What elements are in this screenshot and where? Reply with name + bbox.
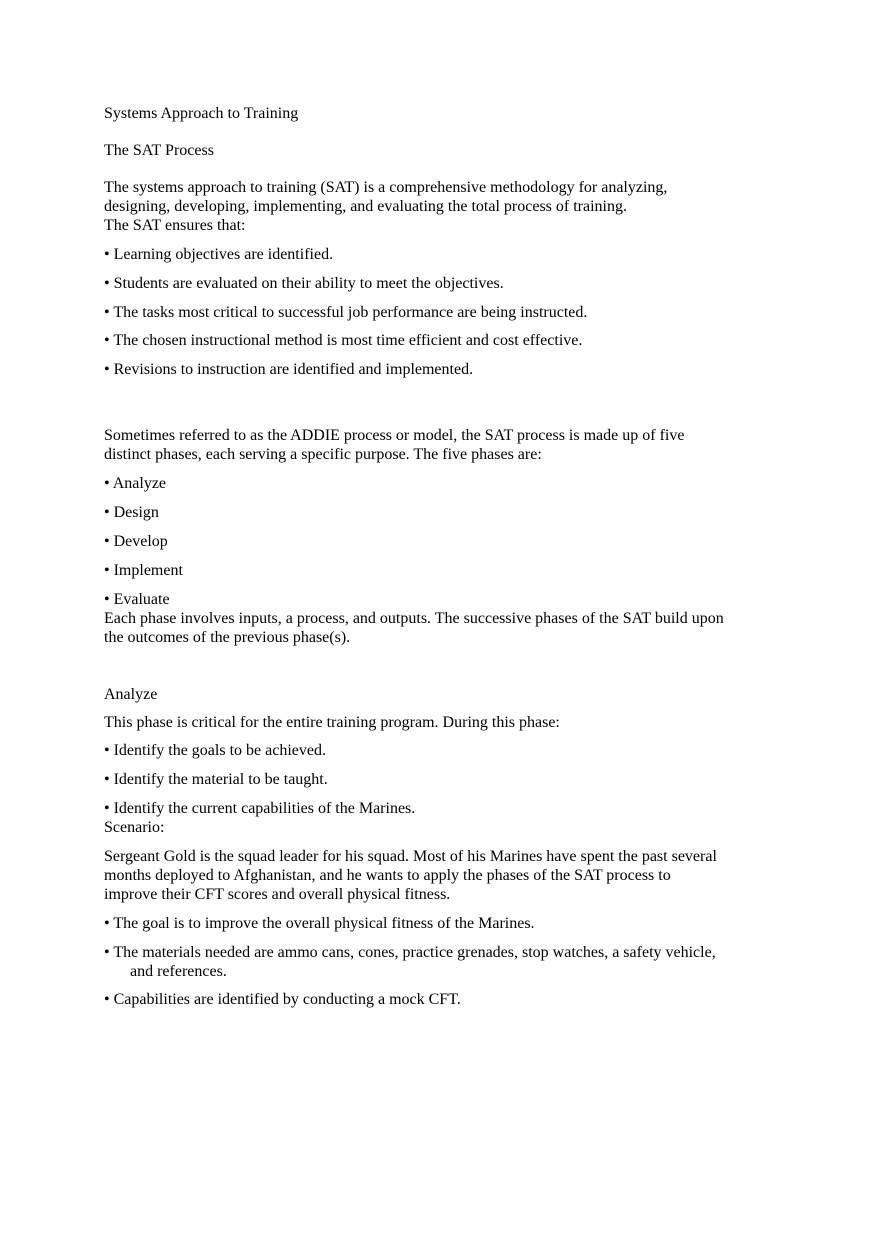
- intro-line: The systems approach to training (SAT) is a comprehensive methodology for analyzing,: [104, 179, 668, 196]
- phase-note-line: Each phase involves inputs, a process, and outputs. The successive phases of the SAT build upon: [104, 610, 724, 627]
- intro-line: The SAT ensures that:: [104, 217, 246, 234]
- section-subtitle: The SAT Process: [104, 142, 214, 159]
- analyze-intro: This phase is critical for the entire training program. During this phase:: [104, 714, 560, 731]
- scenario-label: Scenario:: [104, 819, 165, 836]
- analyze-heading: Analyze: [104, 686, 158, 703]
- list-item: • Students are evaluated on their ability to meet the objectives.: [104, 275, 504, 292]
- list-item: • Capabilities are identified by conducting a mock CFT.: [104, 991, 461, 1008]
- list-item: • Learning objectives are identified.: [104, 246, 334, 263]
- phase-note-paragraph: [104, 609, 804, 647]
- scenario-line: improve their CFT scores and overall physical fitness.: [104, 886, 451, 903]
- list-item: • The tasks most critical to successful job performance are being instructed.: [104, 304, 588, 321]
- list-item: • Evaluate: [104, 591, 170, 608]
- phase-note-line: the outcomes of the previous phase(s).: [104, 629, 351, 646]
- list-item: • Identify the current capabilities of the Marines.: [104, 800, 416, 817]
- list-item: • Revisions to instruction are identified and implemented.: [104, 361, 474, 378]
- scenario-line: months deployed to Afghanistan, and he wants to apply the phases of the SAT process to: [104, 867, 671, 884]
- list-item: • The goal is to improve the overall physical fitness of the Marines.: [104, 915, 535, 932]
- analyze-list: [104, 741, 804, 818]
- addie-paragraph: [104, 426, 804, 464]
- list-item: • Identify the material to be taught.: [104, 771, 328, 788]
- document-page: [104, 104, 804, 1009]
- list-item-multiline: [104, 943, 804, 981]
- addie-line: Sometimes referred to as the ADDIE process or model, the SAT process is made up of five: [104, 427, 685, 444]
- scenario-paragraph: [104, 847, 804, 904]
- addie-line: distinct phases, each serving a specific purpose. The five phases are:: [104, 446, 542, 463]
- scenario-line: Sergeant Gold is the squad leader for his squad. Most of his Marines have spent the past several: [104, 848, 717, 865]
- list-item: • The chosen instructional method is most time efficient and cost effective.: [104, 332, 583, 349]
- phases-list: [104, 474, 804, 609]
- list-item: • Implement: [104, 562, 183, 579]
- list-item: • Identify the goals to be achieved.: [104, 742, 326, 759]
- intro-paragraph: [104, 178, 804, 235]
- list-item: • Develop: [104, 533, 168, 550]
- intro-line: designing, developing, implementing, and evaluating the total process of training.: [104, 198, 627, 215]
- scenario-list: [104, 914, 804, 1009]
- list-item-line: • The materials needed are ammo cans, cones, practice grenades, stop watches, a safety vehicle,: [104, 944, 716, 961]
- ensures-list: [104, 245, 804, 379]
- list-item: • Design: [104, 504, 159, 521]
- list-item: • Analyze: [104, 475, 167, 492]
- document-title: Systems Approach to Training: [104, 105, 299, 122]
- list-item-line: and references.: [130, 963, 227, 980]
